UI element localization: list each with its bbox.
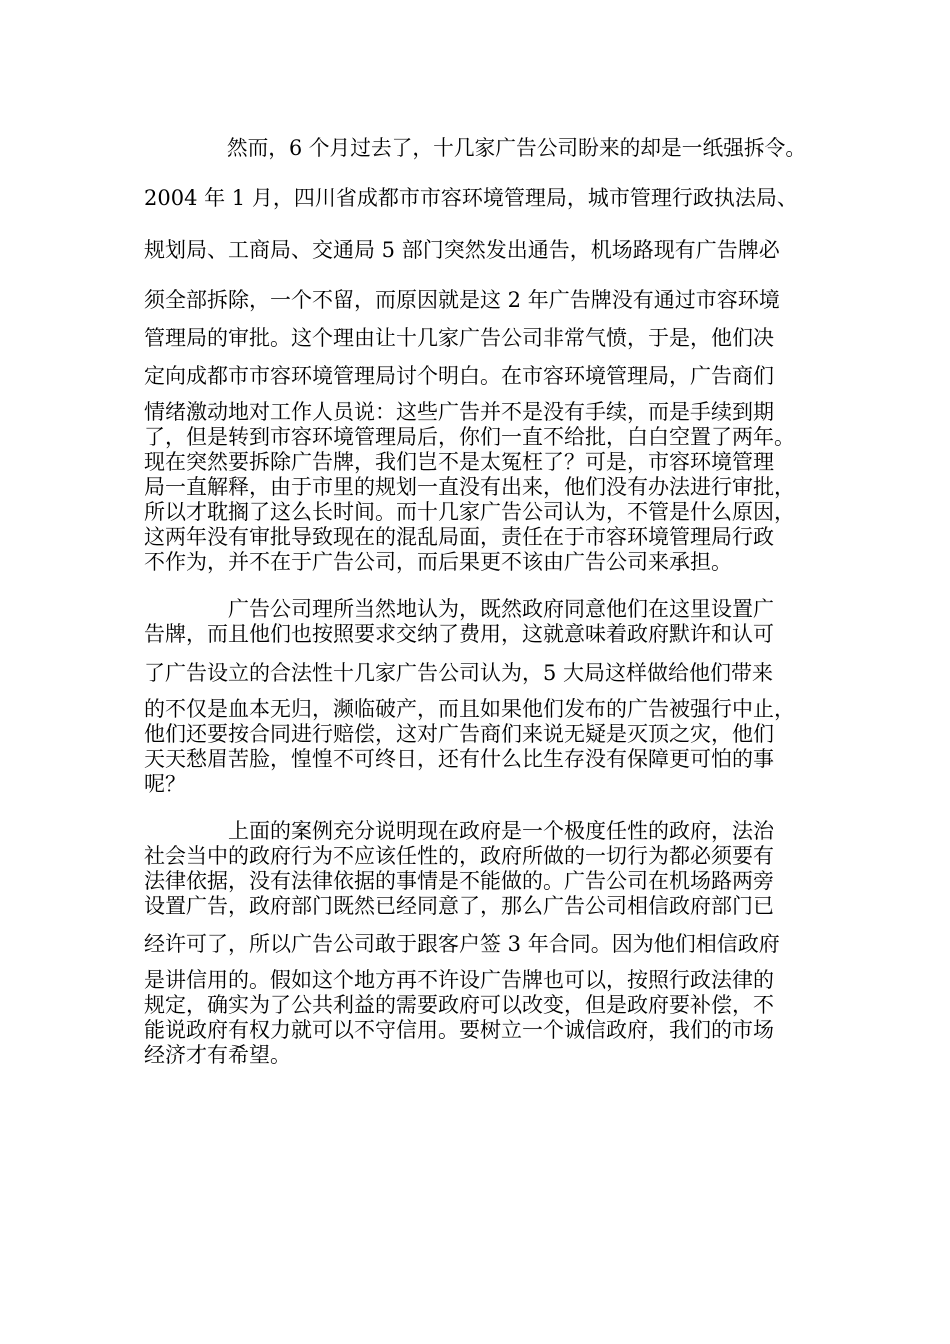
text-line: 了，但是转到市容环境管理局后，你们一直不给批，白白空置了两年。	[144, 425, 795, 449]
text-line: 的不仅是血本无归，濒临破产，而且如果他们发布的广告被强行中止，	[144, 697, 795, 721]
text-line: 设置广告，政府部门既然已经同意了，那么广告公司相信政府部门已	[144, 894, 774, 918]
text-line: 了广告设立的合法性十几家广告公司认为，5 大局这样做给他们带来	[144, 661, 774, 685]
text-line: 规定，确实为了公共利益的需要政府可以改变，但是政府要补偿，不	[144, 993, 774, 1017]
text-line: 天天愁眉苦脸，惶惶不可终日，还有什么比生存没有保障更可怕的事	[144, 747, 774, 771]
text-line: 须全部拆除，一个不留，而原因就是这 2 年广告牌没有通过市容环境	[144, 288, 780, 312]
text-line: 所以才耽搁了这么长时间。而十几家广告公司认为，不管是什么原因，	[144, 500, 795, 524]
text-line: 经许可了，所以广告公司敢于跟客户签 3 年合同。因为他们相信政府	[144, 932, 780, 956]
text-line: 广告公司理所当然地认为，既然政府同意他们在这里设置广	[144, 597, 774, 621]
text-line: 呢？	[144, 772, 186, 796]
text-line: 定向成都市市容环境管理局讨个明白。在市容环境管理局，广告商们	[144, 364, 774, 388]
text-line: 管理局的审批。这个理由让十几家广告公司非常气愤，于是，他们决	[144, 326, 774, 350]
text-line: 告牌，而且他们也按照要求交纳了费用，这就意味着政府默许和认可	[144, 622, 774, 646]
text-line: 法律依据，没有法律依据的事情是不能做的。广告公司在机场路两旁	[144, 869, 774, 893]
text-line: 这两年没有审批导致现在的混乱局面，责任在于市容环境管理局行政	[144, 525, 774, 549]
text-line: 是讲信用的。假如这个地方再不许设广告牌也可以，按照行政法律的	[144, 968, 774, 992]
text-line: 经济才有希望。	[144, 1043, 291, 1067]
text-line: 他们还要按合同进行赔偿，这对广告商们来说无疑是灭顶之灾，他们	[144, 722, 774, 746]
text-line: 上面的案例充分说明现在政府是一个极度任性的政府，法治	[144, 819, 774, 843]
text-line: 不作为，并不在于广告公司，而后果更不该由广告公司来承担。	[144, 550, 732, 574]
text-line: 2004 年 1 月，四川省成都市市容环境管理局，城市管理行政执法局、	[144, 186, 798, 210]
text-line: 能说政府有权力就可以不守信用。要树立一个诚信政府，我们的市场	[144, 1018, 774, 1042]
text-line: 现在突然要拆除广告牌，我们岂不是太冤枉了？可是，市容环境管理	[144, 450, 774, 474]
text-line: 局一直解释，由于市里的规划一直没有出来，他们没有办法进行审批，	[144, 475, 795, 499]
text-line: 规划局、工商局、交通局 5 部门突然发出通告，机场路现有广告牌必	[144, 238, 780, 262]
text-line: 情绪激动地对工作人员说：这些广告并不是没有手续，而是手续到期	[144, 400, 774, 424]
text-line: 社会当中的政府行为不应该任性的，政府所做的一切行为都必须要有	[144, 844, 774, 868]
text-line: 然而，6 个月过去了，十几家广告公司盼来的却是一纸强拆令。	[144, 136, 807, 160]
